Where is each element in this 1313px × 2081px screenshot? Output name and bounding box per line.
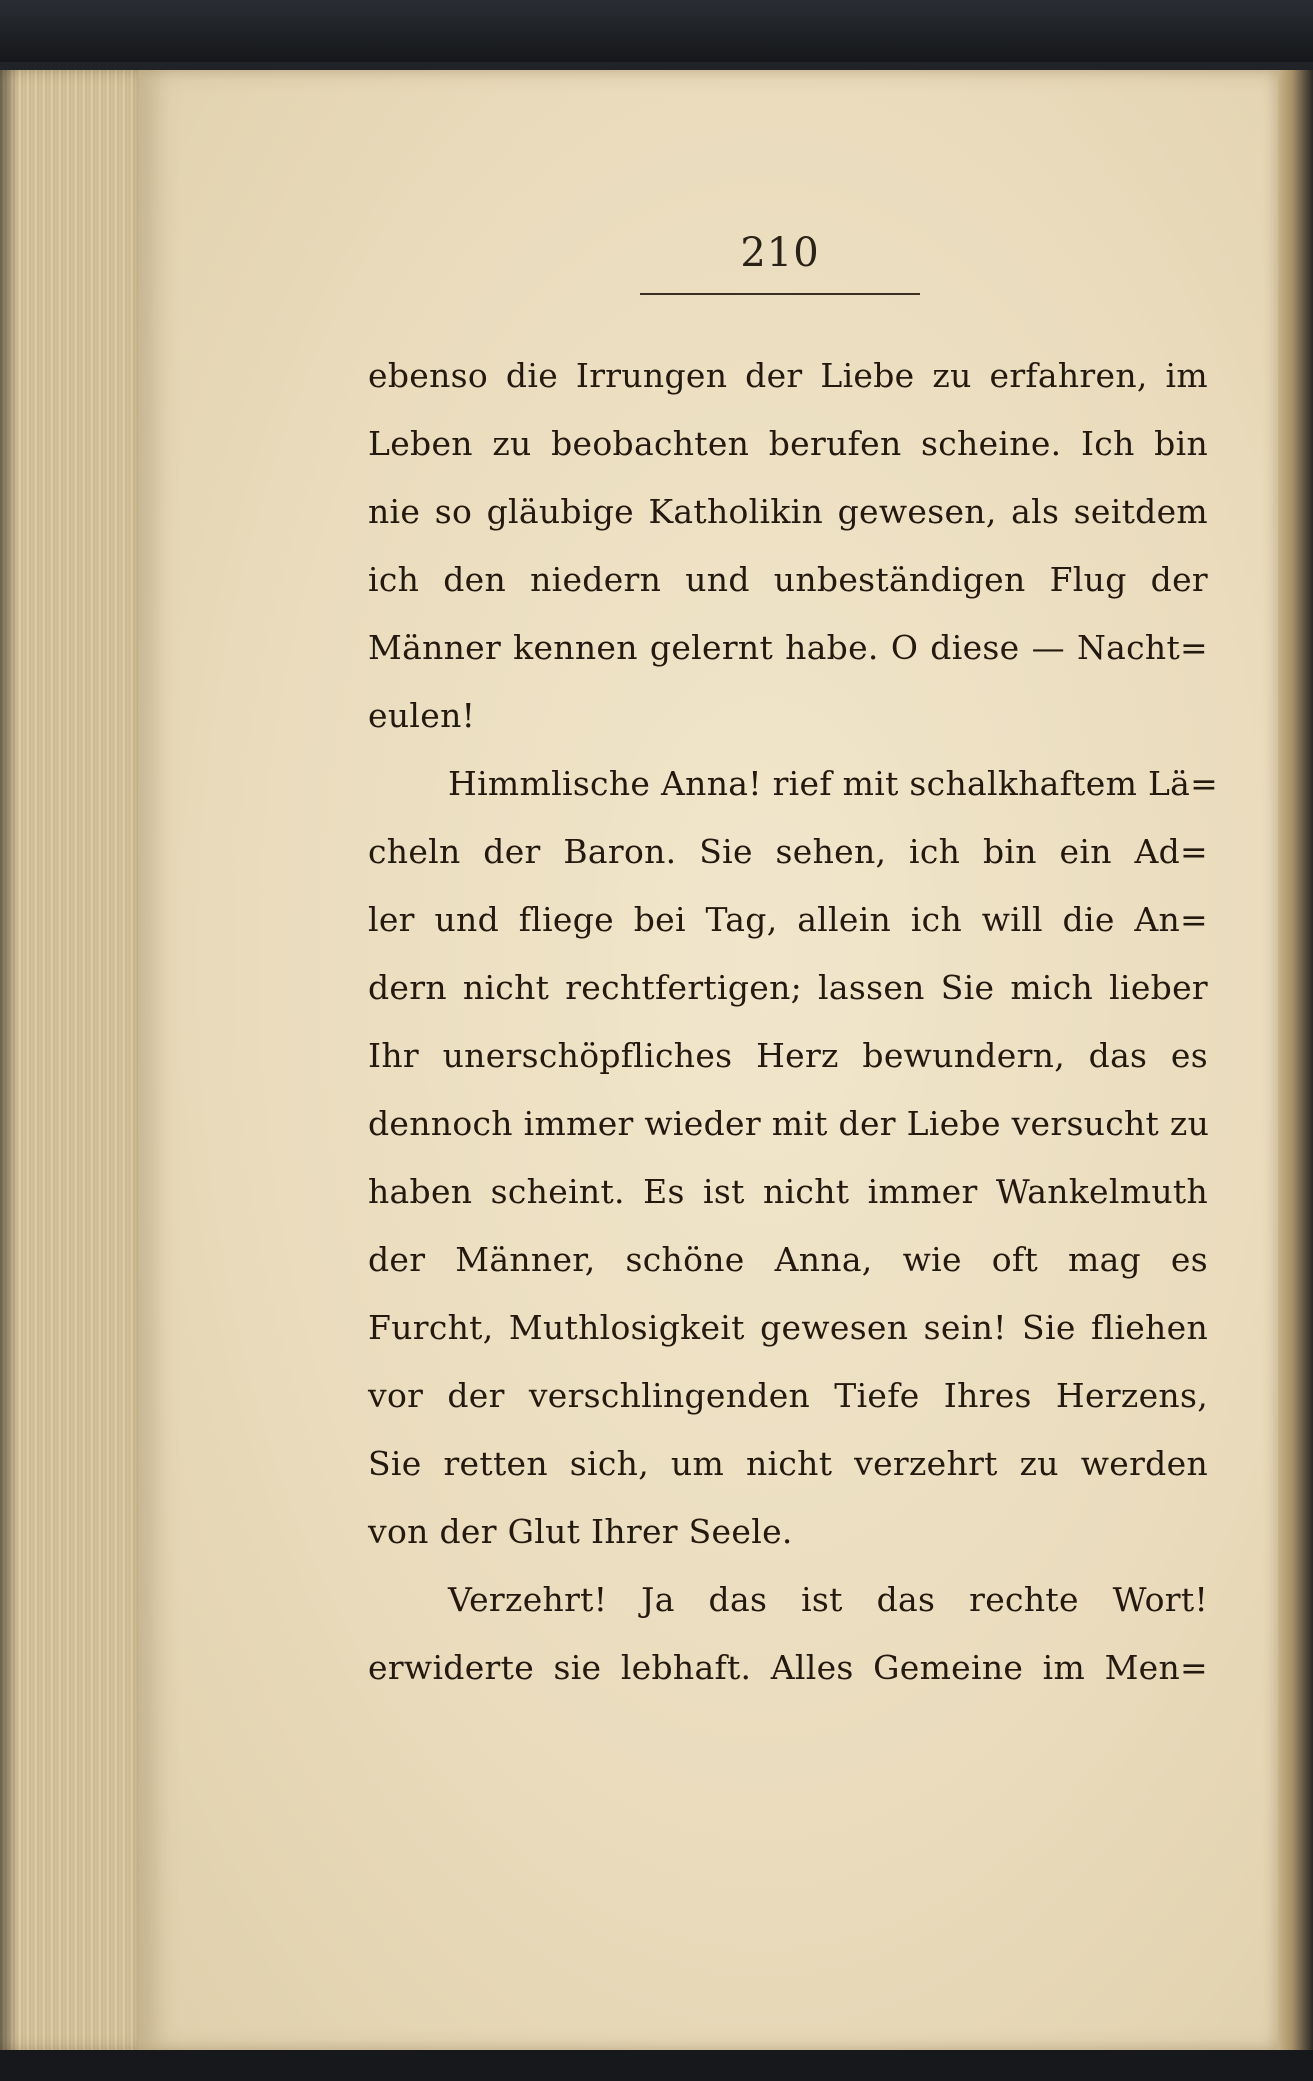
text-line: ler und fliege bei Tag, allein ich will die An= (368, 900, 1208, 939)
text-line: Verzehrt! Ja das ist das rechte Wort! (448, 1580, 1208, 1619)
text-line: Furcht, Muthlosigkeit gewesen sein! Sie fliehen (368, 1308, 1208, 1347)
text-line: cheln der Baron. Sie sehen, ich bin ein Ad= (368, 832, 1208, 871)
text-line: Himmlische Anna! rief mit schalkhaftem Lä= (448, 764, 1219, 803)
text-line: ebenso die Irrungen der Liebe zu erfahren, im (368, 356, 1208, 395)
text-line: vor der verschlingenden Tiefe Ihres Herzens, (368, 1376, 1208, 1415)
text-line: Sie retten sich, um nicht verzehrt zu werden (368, 1444, 1208, 1483)
text-line: der Männer, schöne Anna, wie oft mag es (368, 1240, 1208, 1279)
text-line: Männer kennen gelernt habe. O diese — Nacht= (368, 628, 1208, 667)
text-line: erwiderte sie lebhaft. Alles Gemeine im Men= (368, 1648, 1208, 1687)
text-line: eulen! (368, 696, 476, 735)
header-rule (640, 293, 920, 295)
body-text (368, 342, 1219, 1702)
text-line: haben scheint. Es ist nicht immer Wankelmuth (368, 1172, 1208, 1211)
text-line: nie so gläubige Katholikin gewesen, als seitdem (368, 492, 1208, 531)
page-stack-edge (0, 70, 152, 2050)
text-line: Ihr unerschöpfliches Herz bewundern, das es (368, 1036, 1208, 1075)
right-page-edge (1278, 70, 1313, 2050)
page-stack-shadow (0, 70, 18, 2050)
book-cover-edge (0, 0, 1313, 62)
page-number: 210 (740, 230, 820, 276)
text-line: dennoch immer wieder mit der Liebe versucht zu (368, 1104, 1210, 1143)
text-line: dern nicht rechtfertigen; lassen Sie mich lieber (368, 968, 1208, 1007)
text-line: ich den niedern und unbeständigen Flug der (368, 560, 1208, 599)
text-line: Leben zu beobachten berufen scheine. Ich bin (368, 424, 1208, 463)
text-line: von der Glut Ihrer Seele. (368, 1512, 793, 1551)
